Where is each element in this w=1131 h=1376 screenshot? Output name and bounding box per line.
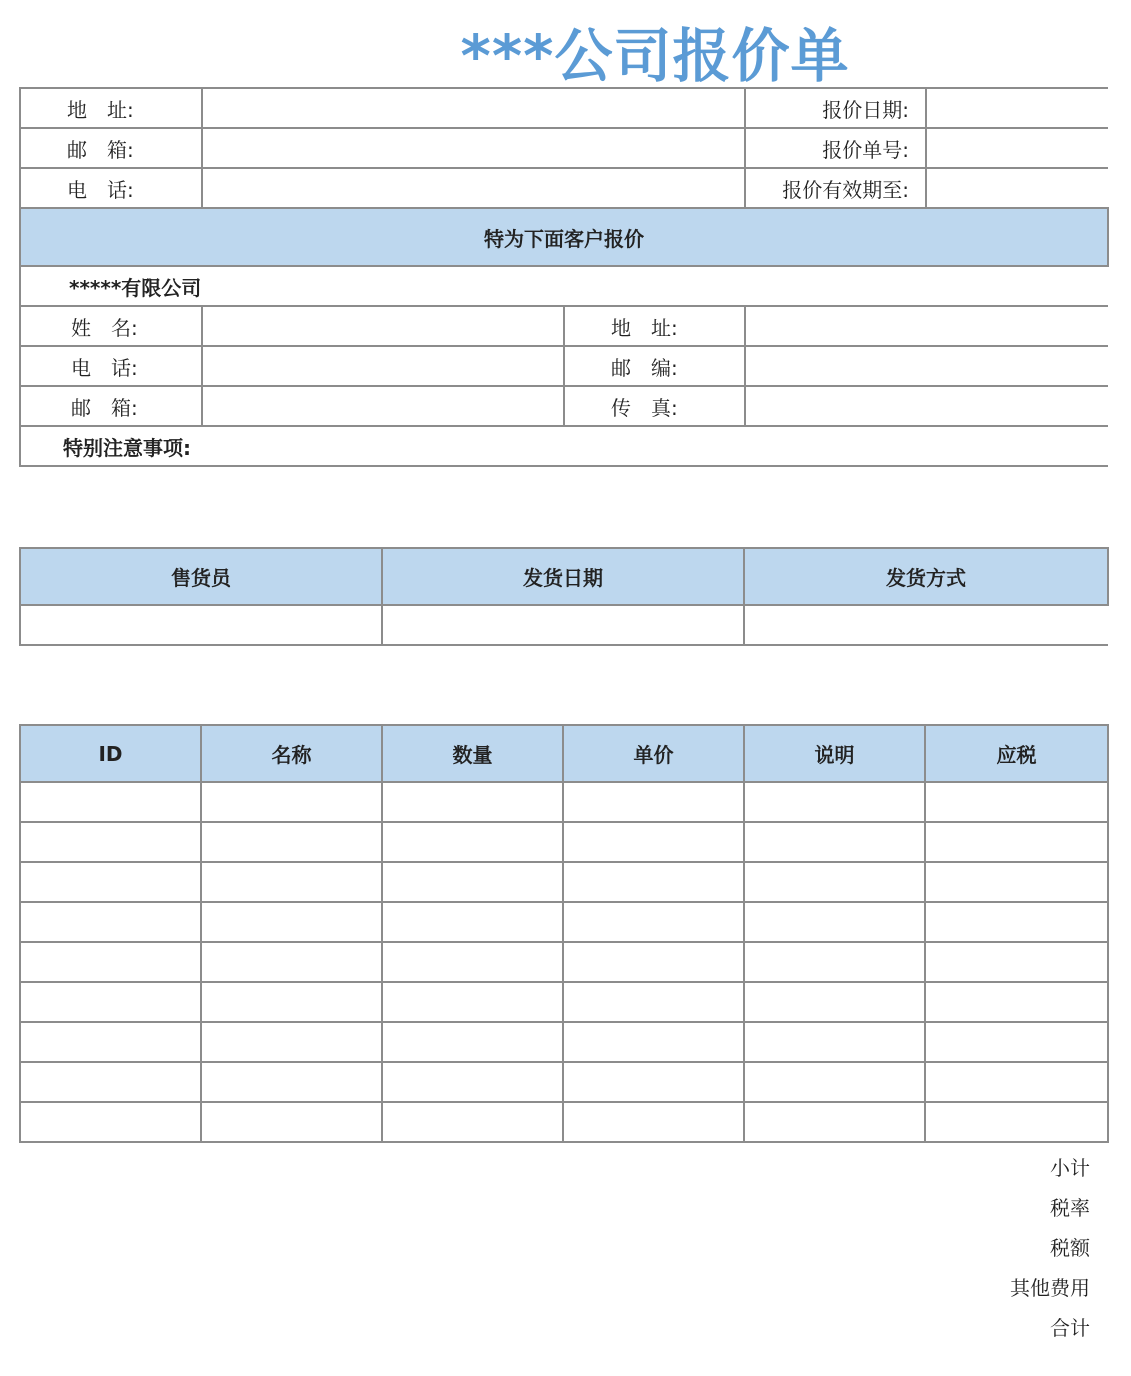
customer-name-label: 姓 名: xyxy=(20,306,202,346)
table-cell[interactable] xyxy=(744,1062,925,1102)
unit-price-header: 单价 xyxy=(563,725,744,782)
table-cell[interactable] xyxy=(744,942,925,982)
salesperson-field[interactable] xyxy=(20,605,382,645)
email-field[interactable] xyxy=(202,128,745,168)
table-cell[interactable] xyxy=(563,862,744,902)
table-cell[interactable] xyxy=(563,1062,744,1102)
table-cell[interactable] xyxy=(20,862,201,902)
shipping-table xyxy=(19,547,1109,646)
customer-phone-field[interactable] xyxy=(202,346,564,386)
table-cell[interactable] xyxy=(201,822,382,862)
table-cell[interactable] xyxy=(382,1062,563,1102)
table-cell[interactable] xyxy=(20,822,201,862)
table-cell[interactable] xyxy=(925,902,1108,942)
table-cell[interactable] xyxy=(744,822,925,862)
table-row xyxy=(20,982,1108,1022)
table-cell[interactable] xyxy=(20,902,201,942)
customer-banner: 特为下面客户报价 xyxy=(20,208,1108,266)
table-cell[interactable] xyxy=(201,782,382,822)
email-label: 邮 箱: xyxy=(20,128,202,168)
table-cell[interactable] xyxy=(563,902,744,942)
table-cell[interactable] xyxy=(563,782,744,822)
table-row xyxy=(20,1022,1108,1062)
customer-postcode-field[interactable] xyxy=(745,346,1108,386)
special-notes-label: 特别注意事项: xyxy=(20,426,1108,466)
table-cell[interactable] xyxy=(563,1102,744,1142)
table-cell[interactable] xyxy=(744,1102,925,1142)
taxable-header: 应税 xyxy=(925,725,1108,782)
customer-address-label: 地 址: xyxy=(564,306,745,346)
table-row xyxy=(20,902,1108,942)
table-row xyxy=(20,782,1108,822)
table-cell[interactable] xyxy=(201,902,382,942)
quantity-header: 数量 xyxy=(382,725,563,782)
table-cell[interactable] xyxy=(925,1022,1108,1062)
table-cell[interactable] xyxy=(925,942,1108,982)
quote-number-label: 报价单号: xyxy=(745,128,926,168)
table-cell[interactable] xyxy=(382,1102,563,1142)
customer-company-name: *****有限公司 xyxy=(20,266,1108,306)
table-cell[interactable] xyxy=(925,782,1108,822)
items-table xyxy=(19,724,1109,1143)
tax-rate-label: 税率 xyxy=(1050,1196,1090,1220)
table-cell[interactable] xyxy=(201,862,382,902)
table-cell[interactable] xyxy=(20,1102,201,1142)
table-cell[interactable] xyxy=(925,822,1108,862)
address-label: 地 址: xyxy=(20,88,202,128)
table-cell[interactable] xyxy=(744,982,925,1022)
customer-fax-label: 传 真: xyxy=(564,386,745,426)
table-cell[interactable] xyxy=(382,822,563,862)
table-cell[interactable] xyxy=(382,942,563,982)
table-cell[interactable] xyxy=(20,942,201,982)
table-row xyxy=(20,1102,1108,1142)
table-cell[interactable] xyxy=(20,982,201,1022)
table-row xyxy=(20,942,1108,982)
phone-label: 电 话: xyxy=(20,168,202,208)
summary-block xyxy=(890,1148,1090,1348)
table-cell[interactable] xyxy=(563,942,744,982)
customer-address-field[interactable] xyxy=(745,306,1108,346)
other-fees-label: 其他费用 xyxy=(1010,1276,1090,1300)
table-cell[interactable] xyxy=(925,982,1108,1022)
table-cell[interactable] xyxy=(382,782,563,822)
ship-method-field[interactable] xyxy=(744,605,1108,645)
table-cell[interactable] xyxy=(925,1062,1108,1102)
valid-until-label: 报价有效期至: xyxy=(745,168,926,208)
table-cell[interactable] xyxy=(382,1022,563,1062)
name-header: 名称 xyxy=(201,725,382,782)
customer-email-field[interactable] xyxy=(202,386,564,426)
description-header: 说明 xyxy=(744,725,925,782)
table-cell[interactable] xyxy=(20,1022,201,1062)
customer-fax-field[interactable] xyxy=(745,386,1108,426)
table-cell[interactable] xyxy=(201,1022,382,1062)
ship-method-header: 发货方式 xyxy=(744,548,1108,605)
quote-date-field[interactable] xyxy=(926,88,1108,128)
table-row xyxy=(20,862,1108,902)
valid-until-field[interactable] xyxy=(926,168,1108,208)
table-cell[interactable] xyxy=(201,1102,382,1142)
table-cell[interactable] xyxy=(744,1022,925,1062)
table-cell[interactable] xyxy=(744,782,925,822)
total-label: 合计 xyxy=(1050,1316,1090,1340)
customer-email-label: 邮 箱: xyxy=(20,386,202,426)
table-cell[interactable] xyxy=(20,782,201,822)
ship-date-header: 发货日期 xyxy=(382,548,744,605)
table-cell[interactable] xyxy=(201,1062,382,1102)
table-cell[interactable] xyxy=(382,862,563,902)
table-cell[interactable] xyxy=(201,982,382,1022)
quote-number-field[interactable] xyxy=(926,128,1108,168)
table-cell[interactable] xyxy=(201,942,382,982)
customer-table xyxy=(19,207,1109,467)
address-field[interactable] xyxy=(202,88,745,128)
table-cell[interactable] xyxy=(563,822,744,862)
page-title: ***公司报价单 xyxy=(460,22,850,90)
table-cell[interactable] xyxy=(925,862,1108,902)
table-cell[interactable] xyxy=(20,1062,201,1102)
customer-name-field[interactable] xyxy=(202,306,564,346)
table-cell[interactable] xyxy=(563,982,744,1022)
table-cell[interactable] xyxy=(744,862,925,902)
id-header: ID xyxy=(20,725,201,782)
ship-date-field[interactable] xyxy=(382,605,744,645)
table-cell[interactable] xyxy=(382,902,563,942)
subtotal-label: 小计 xyxy=(1050,1156,1090,1180)
table-row xyxy=(20,822,1108,862)
customer-postcode-label: 邮 编: xyxy=(564,346,745,386)
salesperson-header: 售货员 xyxy=(20,548,382,605)
phone-field[interactable] xyxy=(202,168,745,208)
table-cell[interactable] xyxy=(563,1022,744,1062)
table-row xyxy=(20,1062,1108,1102)
table-cell[interactable] xyxy=(925,1102,1108,1142)
table-cell[interactable] xyxy=(382,982,563,1022)
company-info-table xyxy=(19,87,1108,209)
customer-phone-label: 电 话: xyxy=(20,346,202,386)
table-cell[interactable] xyxy=(744,902,925,942)
tax-amount-label: 税额 xyxy=(1050,1236,1090,1260)
quote-date-label: 报价日期: xyxy=(745,88,926,128)
